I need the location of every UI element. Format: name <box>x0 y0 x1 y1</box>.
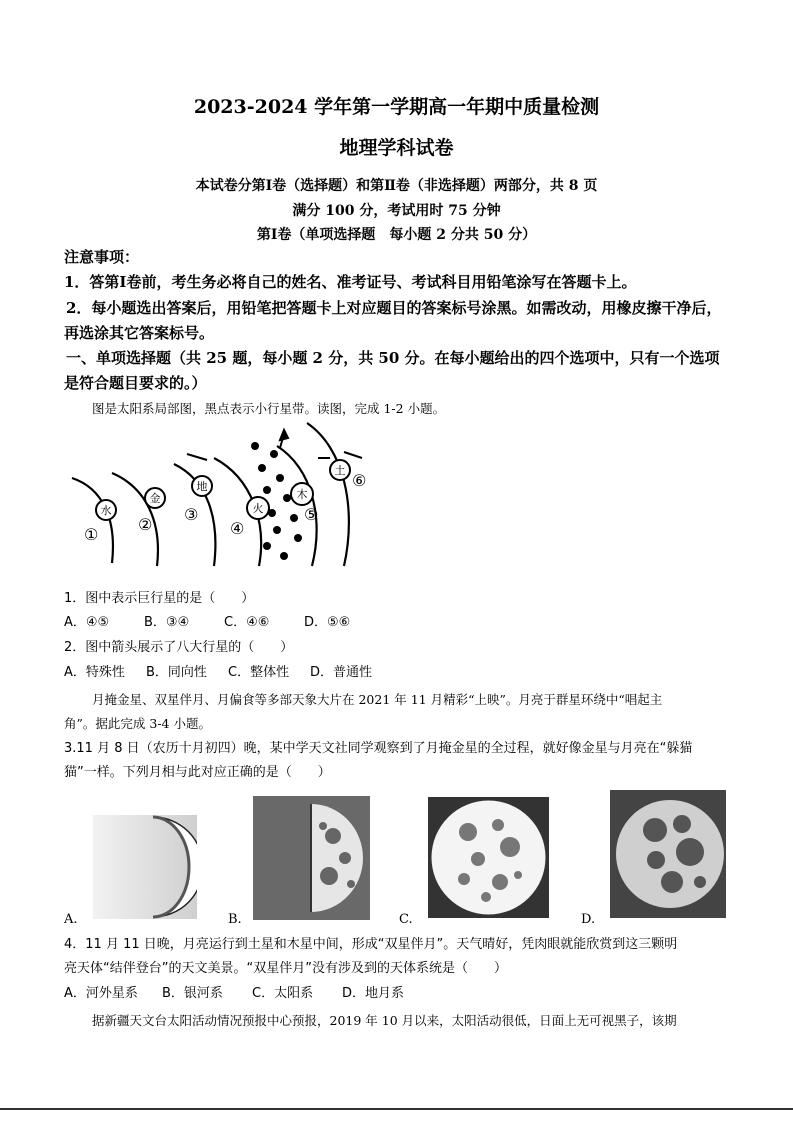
note-2: 2．每小题选出答案后，用铅笔把答题卡上对应题目的答案标号涂黑。如需改动，用橡皮擦干净后， <box>66 299 722 317</box>
planet-label: 木 <box>296 488 308 501</box>
planet-label: 土 <box>334 464 346 477</box>
circled-number: ② <box>138 515 153 534</box>
intro-q3-4-cont: 角”。据此完成 3-4 小题。 <box>64 716 211 731</box>
question-4-options <box>64 983 432 1005</box>
option-d[interactable]: D．地月系 <box>342 986 405 1001</box>
solar-system-figure <box>62 418 382 568</box>
note-2-cont: 再选涂其它答案标号。 <box>64 324 215 342</box>
circled-number: ⑥ <box>352 471 367 490</box>
planet-label: 火 <box>252 502 264 515</box>
planet-label: 金 <box>149 492 161 505</box>
circled-number: ① <box>84 525 99 544</box>
option-c[interactable]: C．太阳系 <box>252 986 314 1001</box>
option-c[interactable]: C．整体性 <box>228 665 290 680</box>
moon-option-b-label: B. <box>228 912 242 927</box>
option-a[interactable]: A．特殊性 <box>64 665 125 680</box>
question-2-stem: 2．图中箭头展示了八大行星的（ ） <box>64 640 294 655</box>
planet-label: 水 <box>100 504 112 517</box>
question-3-stem-cont: 猫”一样。下列月相与此对应正确的是（ ） <box>64 765 331 780</box>
option-d[interactable]: D．⑤⑥ <box>304 615 351 630</box>
question-4-stem: 4．11 月 11 日晚，月亮运行到土星和木星中间，形成“双星伴月”。天气晴好，凭肉眼就能欣赏到这三颗明 <box>64 937 678 952</box>
section-heading: 一、单项选择题（共 25 题，每小题 2 分，共 50 分。在每小题给出的四个选项中，只有一个选项 <box>66 349 720 367</box>
moon-option-c-label: C. <box>399 912 413 927</box>
planet-label: 地 <box>196 480 208 493</box>
moon-option-d-label: D. <box>581 912 596 927</box>
intro-next-questions: 据新疆天文台太阳活动情况预报中心预报，2019 年 10 月以来，太阳活动很低，日面上无可视黑子，该期 <box>92 1013 677 1028</box>
moon-phase-d-image[interactable] <box>610 790 726 918</box>
arrow-head <box>280 430 288 440</box>
exam-info-part: 第Ⅰ卷（单项选择题 每小题 2 分共 50 分） <box>256 227 537 243</box>
circled-number: ④ <box>230 519 245 538</box>
note-1: 1．答第Ⅰ卷前，考生务必将自己的姓名、准考证号、考试科目用铅笔涂写在答题卡上。 <box>64 273 637 291</box>
exam-title: 2023-2024 学年第一学期高一年期中质量检测 <box>193 96 600 118</box>
circled-number: ⑤ <box>304 505 319 524</box>
option-a[interactable]: A．④⑤ <box>64 615 110 630</box>
option-b[interactable]: B．同向性 <box>146 665 207 680</box>
exam-info-pages: 本试卷分第Ⅰ卷（选择题）和第Ⅱ卷（非选择题）两部分，共 8 页 <box>195 178 598 194</box>
moon-phase-b-image[interactable] <box>253 796 370 920</box>
question-3-stem: 3.11 月 8 日（农历十月初四）晚，某中学天文社同学观察到了月掩金星的全过程，就好像金星与月亮在“躲猫 <box>64 741 693 756</box>
notes-heading: 注意事项： <box>64 248 140 266</box>
page-bottom-rule <box>0 1108 793 1110</box>
moon-phase-c-image[interactable] <box>428 797 549 918</box>
question-4-stem-cont: 亮天体“结伴登台”的天文美景。“双星伴月”没有涉及到的天体系统是（ ） <box>64 961 507 976</box>
option-c[interactable]: C．④⑥ <box>224 615 270 630</box>
question-2-options <box>64 662 392 684</box>
exam-subject: 地理学科试卷 <box>339 137 454 159</box>
question-1-options <box>64 612 384 634</box>
option-b[interactable]: B．银河系 <box>162 986 223 1001</box>
section-heading-cont: 是符合题目要求的。） <box>64 374 207 392</box>
option-d[interactable]: D．普通性 <box>310 665 373 680</box>
option-a[interactable]: A．河外星系 <box>64 986 138 1001</box>
intro-q3-4: 月掩金星、双星伴月、月偏食等多部天象大片在 2021 年 11 月精彩“上映”。月亮于群星环绕中“唱起主 <box>92 692 663 707</box>
option-b[interactable]: B．③④ <box>144 615 190 630</box>
question-1-stem: 1．图中表示巨行星的是（ ） <box>64 591 255 606</box>
circled-number: ③ <box>184 505 199 524</box>
exam-info-score: 满分 100 分，考试用时 75 分钟 <box>292 203 501 219</box>
intro-q1-2: 图是太阳系局部图，黑点表示小行星带。读图，完成 1-2 小题。 <box>92 401 446 416</box>
moon-phase-a-image[interactable] <box>93 815 197 919</box>
moon-option-a-label: A. <box>64 912 78 927</box>
